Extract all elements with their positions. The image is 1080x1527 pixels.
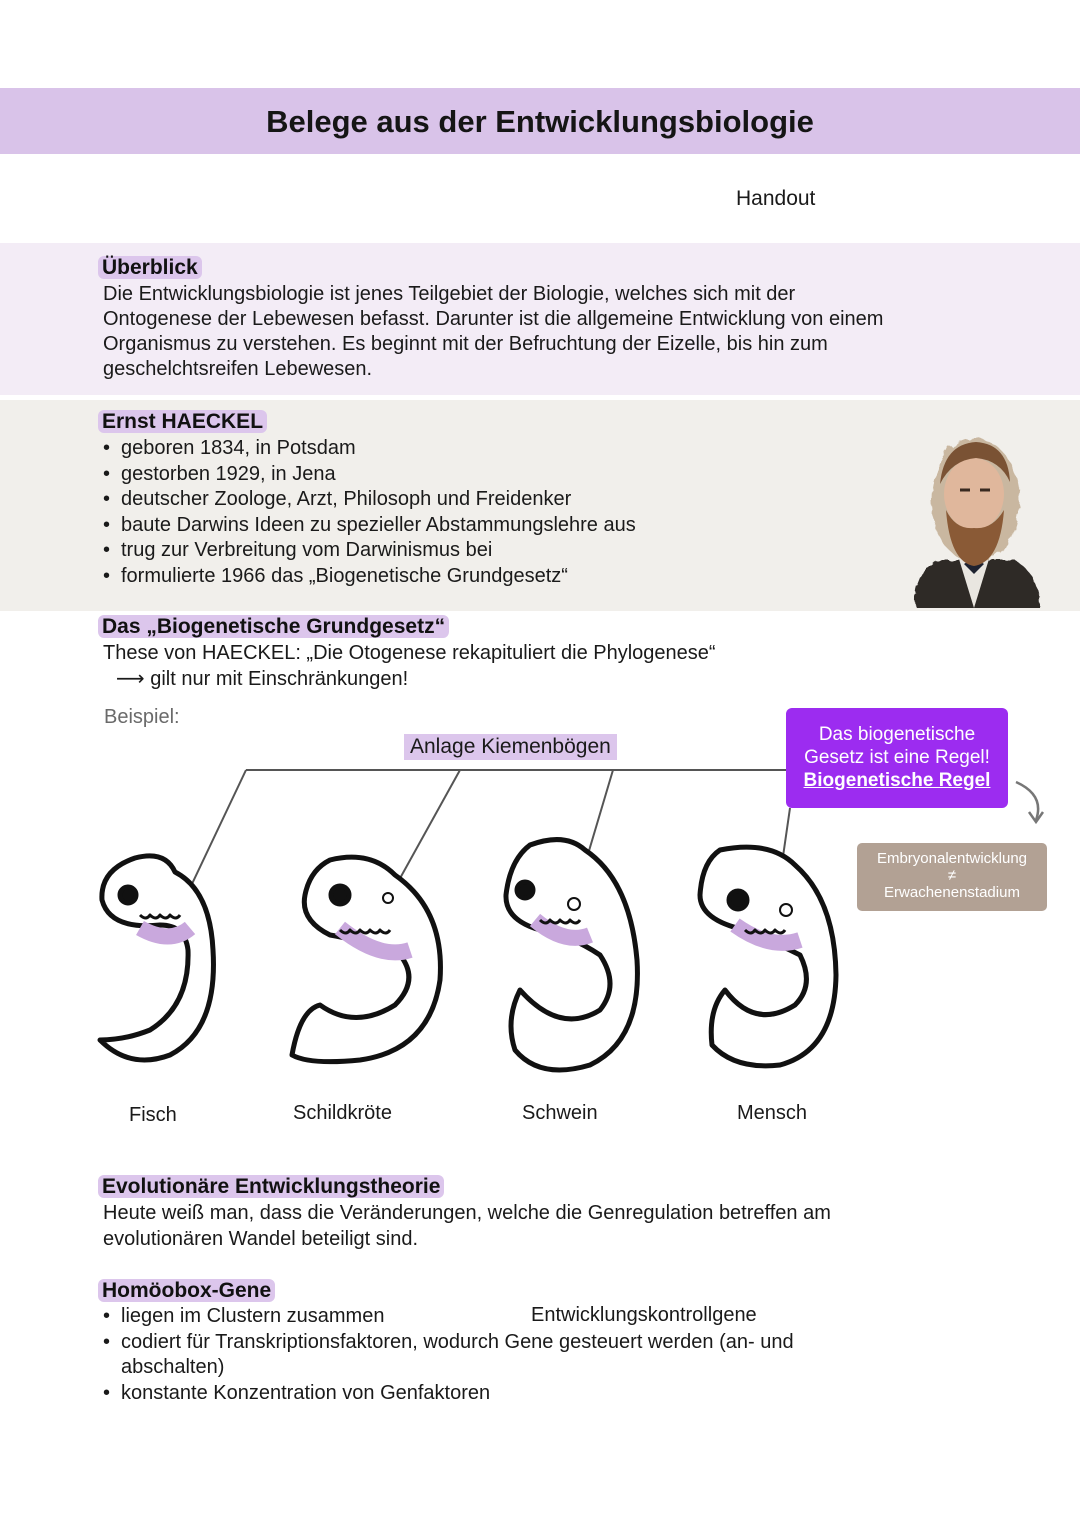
list-item: • formulierte 1966 das „Biogenetische Grundgesetz“ — [103, 564, 636, 590]
gill-arch-label: Anlage Kiemenbögen — [404, 734, 617, 760]
grundgesetz-thesis: These von HAECKEL: „Die Otogenese rekapituliert die Phylogenese“ — [103, 642, 716, 664]
curved-arrow-icon — [1016, 782, 1038, 820]
page-subtitle: Handout — [736, 187, 816, 210]
homeobox-section — [98, 1279, 903, 1406]
animal-label-turtle: Schildkröte — [293, 1102, 392, 1124]
list-item: • baute Darwins Ideen zu spezieller Abstammungslehre aus — [103, 513, 636, 539]
page-title: Belege aus der Entwicklungsbiologie — [266, 104, 814, 139]
list-item: • codiert für Transkriptionsfaktoren, wodurch Gene gesteuert werden (an- und — [103, 1330, 903, 1356]
list-item: • deutscher Zoologe, Arzt, Philosoph und Freidenker — [103, 487, 636, 513]
overview-line: Organismus zu verstehen. Es beginnt mit der Befruchtung der Eizelle, bis hin zum — [103, 333, 828, 355]
arrow-right-icon: ⟶ — [116, 668, 145, 690]
evo-line: evolutionären Wandel beteiligt sind. — [103, 1228, 419, 1250]
turtle-embryo-icon — [292, 857, 440, 1062]
list-item: • geboren 1834, in Potsdam — [103, 436, 636, 462]
callout-emphasis: Biogenetische Regel — [803, 770, 991, 791]
human-embryo-icon — [700, 847, 836, 1066]
overview-line: Die Entwicklungsbiologie ist jenes Teilgebiet der Biologie, welches sich mit der — [103, 283, 796, 305]
callout-line: Das biogenetische — [818, 724, 976, 745]
embryo-note — [857, 843, 1047, 911]
list-item: • gestorben 1929, in Jena — [103, 462, 636, 488]
fish-embryo-icon — [100, 856, 213, 1060]
homeobox-side-note: Entwicklungskontrollgene — [531, 1304, 757, 1326]
continuation-text: abschalten) — [121, 1356, 225, 1378]
overview-line: Ontogenese der Lebewesen befasst. Darunter ist die allgemeine Entwicklung von einem — [103, 308, 884, 330]
list-item: • trug zur Verbreitung vom Darwinismus bei — [103, 538, 636, 564]
note-line: Erwachenenstadium — [884, 883, 1020, 901]
note-line: Embryonalentwicklung — [876, 850, 1028, 867]
haeckel-heading: Ernst HAECKEL — [98, 410, 267, 433]
evo-line: Heute weiß man, dass die Veränderungen, welche die Genregulation betreffen am — [103, 1202, 831, 1224]
animal-label-human: Mensch — [737, 1102, 808, 1124]
evo-section — [98, 1175, 983, 1252]
biogenetic-callout — [786, 708, 1008, 808]
grundgesetz-heading: Das „Biogenetische Grundgesetz“ — [98, 615, 449, 638]
list-item: • liegen im Clustern zusammen — [103, 1304, 903, 1330]
homeobox-heading: Homöobox-Gene — [98, 1279, 275, 1302]
example-label: Beispiel: — [104, 706, 180, 728]
list-item: • konstante Konzentration von Genfaktoren — [103, 1381, 903, 1407]
animal-label-pig: Schwein — [522, 1102, 598, 1124]
overview-line: geschelchtsreifen Lebewesen. — [103, 358, 373, 380]
pig-embryo-icon — [506, 840, 637, 1070]
homeobox-list — [103, 1304, 903, 1406]
not-equal-icon: ≠ — [947, 866, 957, 884]
callout-line: Gesetz ist eine Regel! — [804, 747, 990, 768]
evo-text — [103, 1200, 983, 1252]
list-item-continuation — [103, 1355, 903, 1381]
animal-label-fish: Fisch — [129, 1104, 177, 1126]
restriction-text: gilt nur mit Einschränkungen! — [150, 668, 409, 690]
evo-heading: Evolutionäre Entwicklungstheorie — [98, 1175, 444, 1198]
overview-heading: Überblick — [98, 256, 202, 279]
